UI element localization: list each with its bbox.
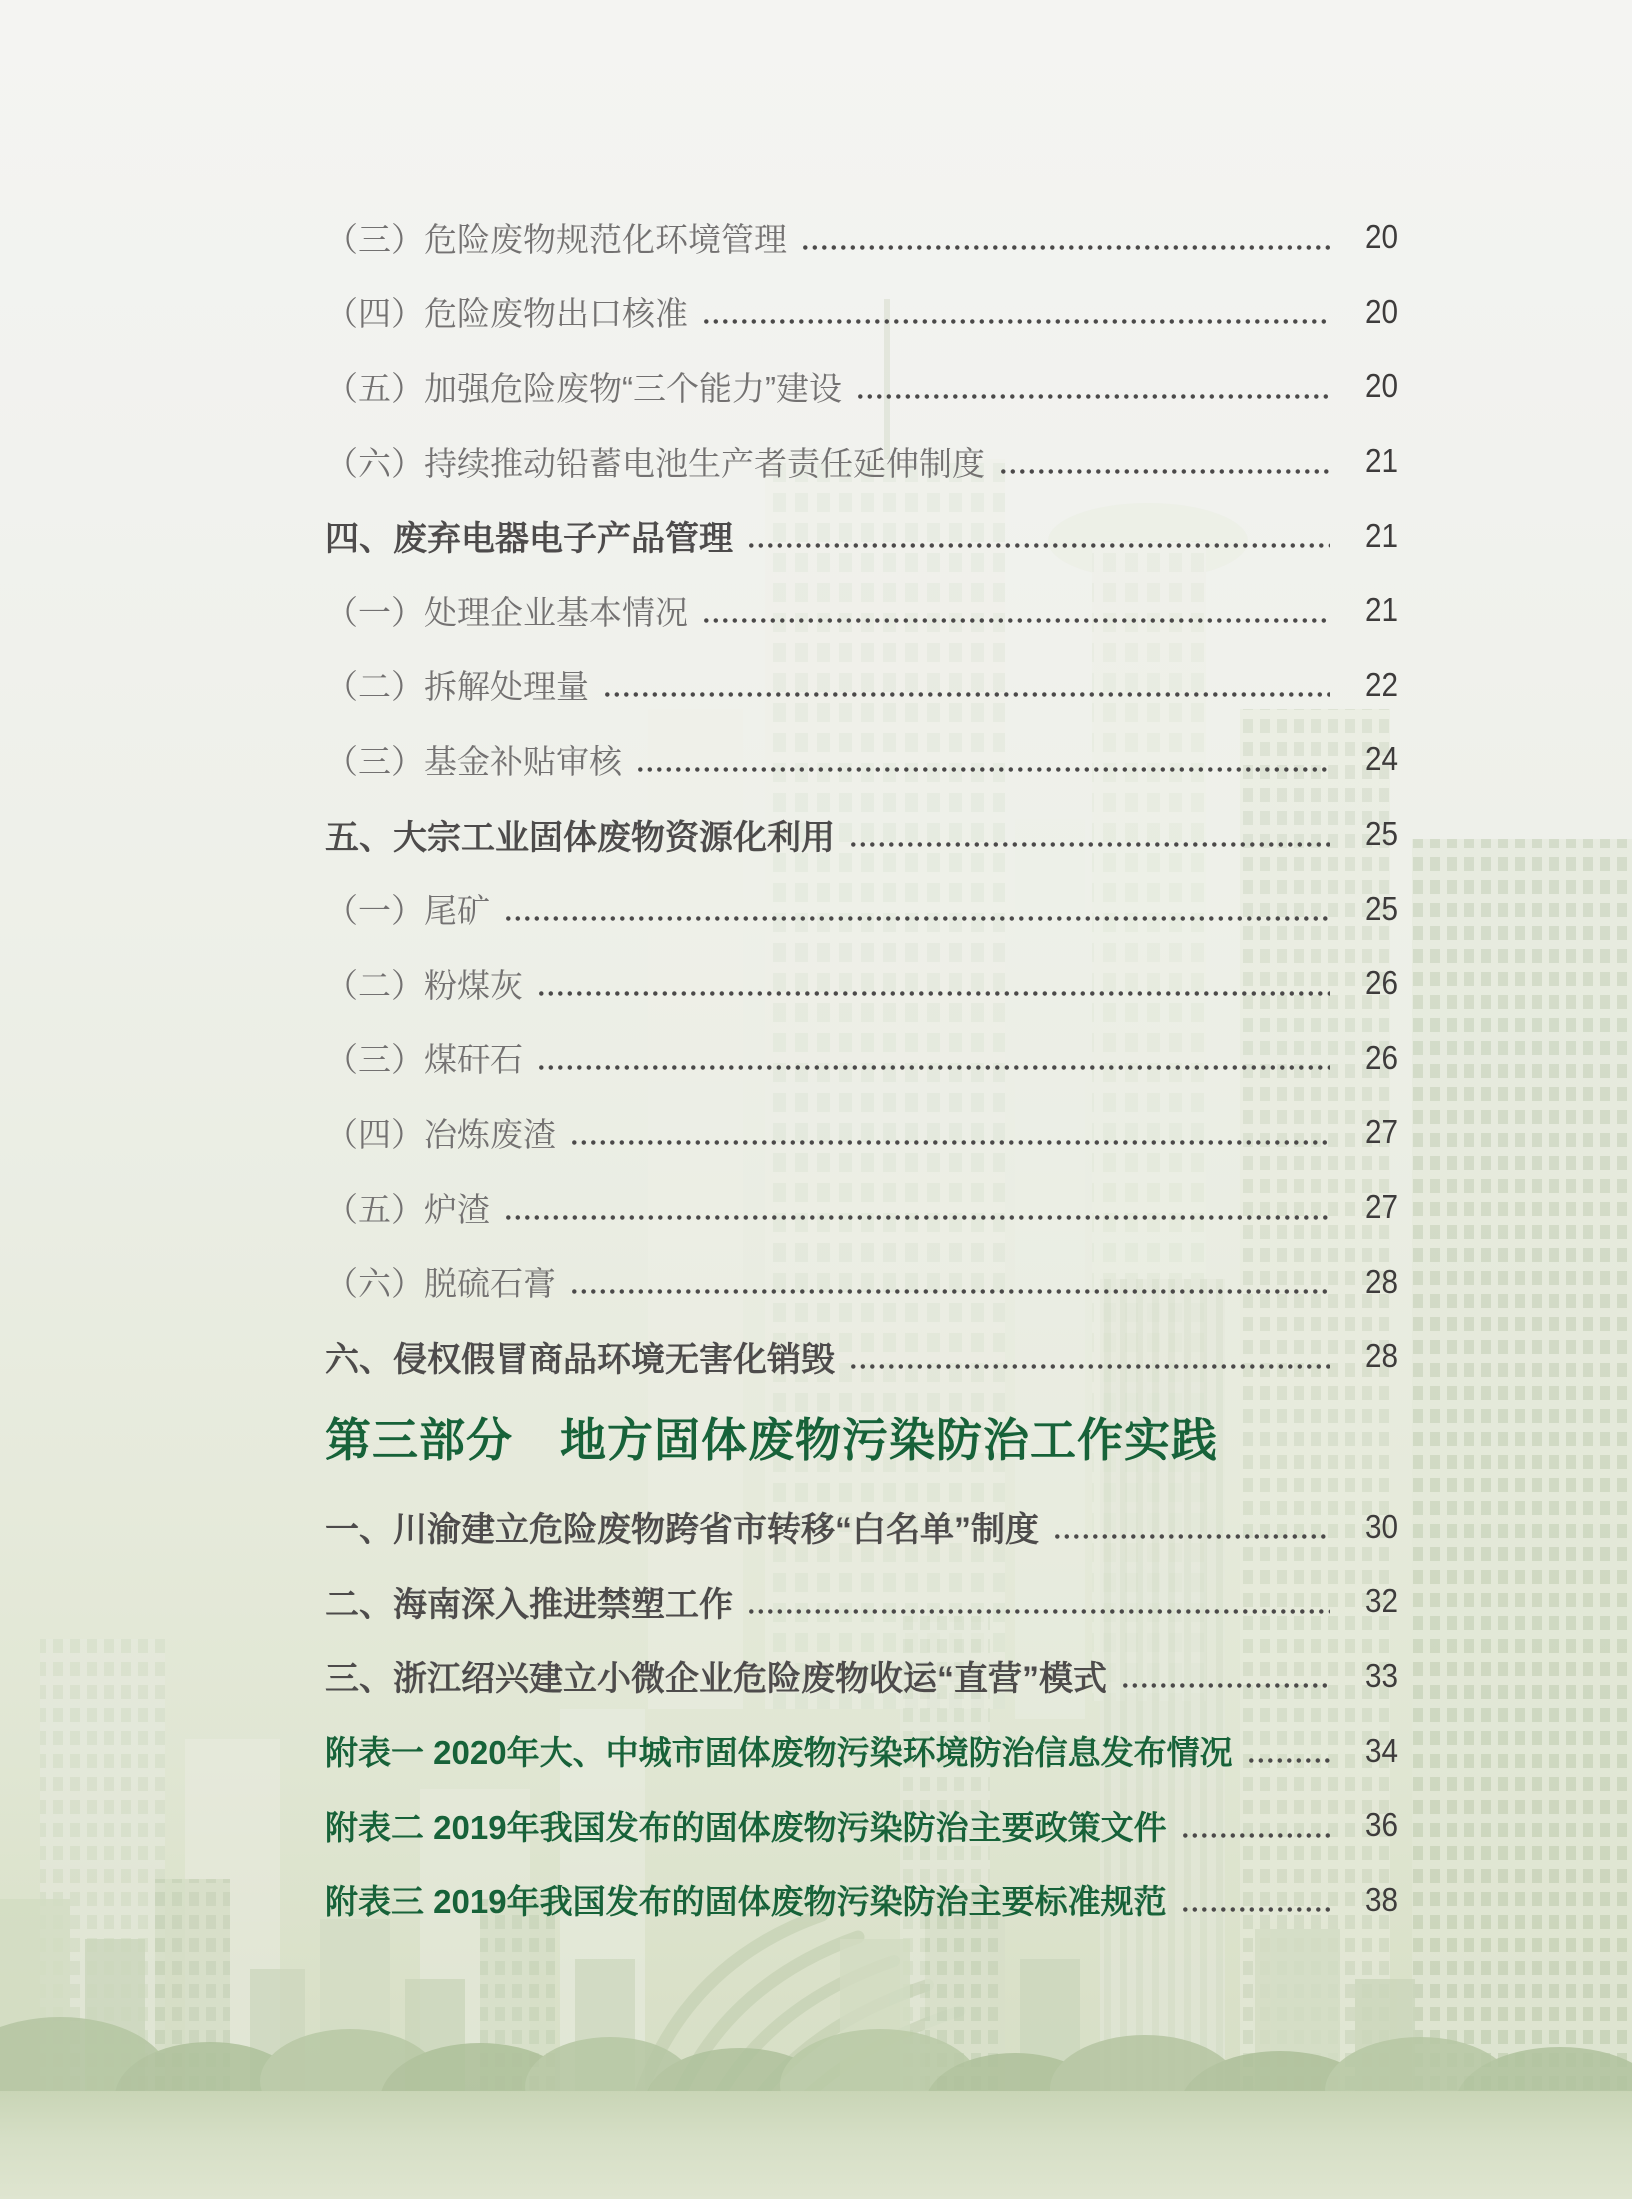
- toc-page-number: 22: [1364, 665, 1398, 703]
- toc-row[interactable]: [325, 648, 1398, 723]
- toc-row[interactable]: [325, 1490, 1398, 1565]
- dotted-leader: [572, 1140, 1330, 1145]
- toc-row[interactable]: [325, 871, 1398, 946]
- toc-row[interactable]: [325, 1713, 1398, 1788]
- toc-row[interactable]: [325, 797, 1398, 872]
- toc-row[interactable]: [325, 200, 1398, 275]
- toc-page-number: 26: [1364, 964, 1398, 1002]
- toc-row[interactable]: [325, 1639, 1398, 1714]
- dotted-leader: [1055, 1534, 1330, 1539]
- toc-entry-label: （三）煤矸石: [325, 1041, 523, 1079]
- toc-entry-label: 附表一 2020年大、中城市固体废物污染环境防治信息发布情况: [325, 1734, 1233, 1772]
- toc-row[interactable]: [325, 1095, 1398, 1170]
- dotted-leader: [572, 1289, 1330, 1294]
- dotted-leader: [851, 1364, 1330, 1369]
- toc-page-number: 38: [1364, 1880, 1398, 1918]
- dotted-leader: [803, 245, 1330, 250]
- toc-page-number: 21: [1364, 516, 1398, 554]
- dotted-leader: [605, 692, 1330, 697]
- toc-page-number: 25: [1364, 815, 1398, 853]
- toc-page-number: 30: [1364, 1507, 1398, 1545]
- toc-entry-label: 五、大宗工业固体废物资源化利用: [325, 818, 835, 857]
- toc-page-number: 27: [1364, 1188, 1398, 1226]
- dotted-leader: [704, 618, 1330, 623]
- toc-row[interactable]: [325, 275, 1398, 350]
- dotted-leader: [858, 394, 1330, 399]
- toc-row[interactable]: [325, 349, 1398, 424]
- dotted-leader: [506, 1215, 1330, 1220]
- toc-entry-label: 第三部分 地方固体废物污染防治工作实践: [325, 1413, 1218, 1466]
- toc-page-number: 20: [1364, 218, 1398, 256]
- toc-row[interactable]: [325, 1319, 1398, 1394]
- toc-row[interactable]: [325, 498, 1398, 573]
- toc-page-number: 28: [1364, 1262, 1398, 1300]
- toc-row[interactable]: [325, 424, 1398, 499]
- toc-entry-label: 附表三 2019年我国发布的固体废物污染防治主要标准规范: [325, 1883, 1167, 1921]
- dotted-leader: [1001, 469, 1330, 474]
- toc-entry-label: （一）处理企业基本情况: [325, 593, 688, 631]
- dotted-leader: [749, 543, 1330, 548]
- dotted-leader: [1183, 1907, 1330, 1912]
- toc-entry-label: 六、侵权假冒商品环境无害化销毁: [325, 1340, 835, 1379]
- toc-page-number: 32: [1364, 1582, 1398, 1620]
- toc-page-number: 20: [1364, 292, 1398, 330]
- toc-entry-label: （一）尾矿: [325, 892, 490, 930]
- toc-page-number: 25: [1364, 889, 1398, 927]
- toc-row[interactable]: [325, 946, 1398, 1021]
- toc-entry-label: （二）粉煤灰: [325, 966, 523, 1004]
- toc-page-number: 21: [1364, 591, 1398, 629]
- toc-entry-label: （六）脱硫石膏: [325, 1265, 556, 1303]
- toc-row[interactable]: [325, 722, 1398, 797]
- toc-entry-label: （四）冶炼废渣: [325, 1115, 556, 1153]
- toc-entry-label: 一、川渝建立危险废物跨省市转移“白名单”制度: [325, 1511, 1039, 1550]
- toc-page-number: 27: [1364, 1113, 1398, 1151]
- toc-row[interactable]: [325, 1862, 1398, 1937]
- toc-page-number: 33: [1364, 1656, 1398, 1694]
- dotted-leader: [638, 767, 1330, 772]
- toc-page-number: 20: [1364, 367, 1398, 405]
- toc-row[interactable]: [325, 1564, 1398, 1639]
- dotted-leader: [1123, 1683, 1330, 1688]
- toc-row[interactable]: [325, 1244, 1398, 1319]
- toc-entry-label: （三）危险废物规范化环境管理: [325, 220, 787, 258]
- dotted-leader: [851, 842, 1330, 847]
- toc-page-number: 24: [1364, 740, 1398, 778]
- table-of-contents: [325, 200, 1398, 1937]
- toc-entry-label: 四、废弃电器电子产品管理: [325, 520, 733, 559]
- dotted-leader: [506, 916, 1330, 921]
- toc-entry-label: （二）拆解处理量: [325, 668, 589, 706]
- toc-entry-label: （五）加强危险废物“三个能力”建设: [325, 369, 842, 407]
- toc-row[interactable]: [325, 1170, 1398, 1245]
- dotted-leader: [704, 319, 1330, 324]
- dotted-leader: [1183, 1833, 1330, 1838]
- toc-page-number: 21: [1364, 442, 1398, 480]
- toc-entry-label: 附表二 2019年我国发布的固体废物污染防治主要政策文件: [325, 1808, 1167, 1846]
- toc-entry-label: （五）炉渣: [325, 1190, 490, 1228]
- toc-page-number: 36: [1364, 1806, 1398, 1844]
- toc-entry-label: 三、浙江绍兴建立小微企业危险废物收运“直营”模式: [325, 1660, 1107, 1699]
- dotted-leader: [749, 1609, 1330, 1614]
- toc-row[interactable]: [325, 1788, 1398, 1863]
- dotted-leader: [539, 1065, 1330, 1070]
- toc-page-number: 34: [1364, 1731, 1398, 1769]
- toc-row[interactable]: [325, 1021, 1398, 1096]
- toc-page-number: 28: [1364, 1337, 1398, 1375]
- dotted-leader: [539, 991, 1330, 996]
- toc-entry-label: （四）危险废物出口核准: [325, 295, 688, 333]
- dotted-leader: [1249, 1758, 1330, 1763]
- section-heading: [325, 1394, 1398, 1480]
- toc-row[interactable]: [325, 573, 1398, 648]
- toc-page-number: 26: [1364, 1038, 1398, 1076]
- toc-entry-label: 二、海南深入推进禁塑工作: [325, 1585, 733, 1624]
- toc-entry-label: （六）持续推动铅蓄电池生产者责任延伸制度: [325, 444, 985, 482]
- toc-entry-label: （三）基金补贴审核: [325, 742, 622, 780]
